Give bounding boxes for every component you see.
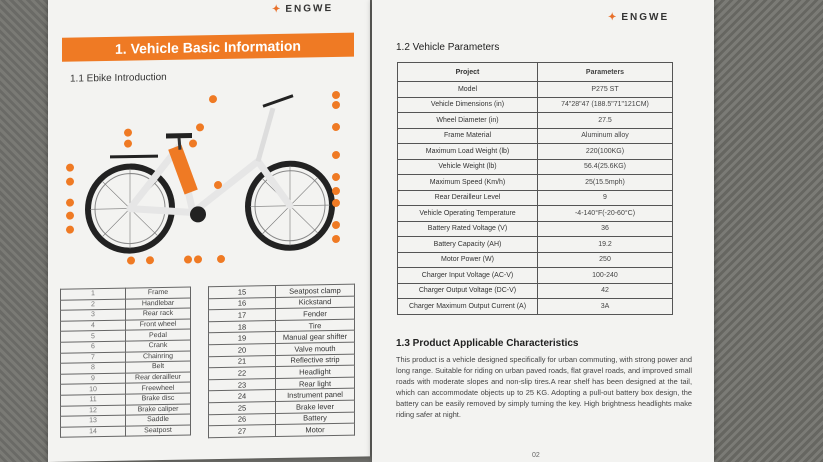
param-row [398,237,673,253]
part-row-n: 17 [209,309,276,322]
param-row-v: 25(15.5mph) [538,175,673,191]
part-row-n: 4 [61,320,126,332]
manual-right-page [372,0,714,462]
part-row-n: 7 [61,352,126,364]
param-row-k: Battery Rated Voltage (V) [398,221,538,237]
param-row [398,268,673,284]
part-row [209,423,355,437]
vehicle-parameters-heading: 1.2 Vehicle Parameters [396,42,500,53]
param-row-k: Wheel Diameter (in) [398,113,538,129]
param-row [398,175,673,191]
part-row-name: Kickstand [276,296,355,309]
part-row-name: Seatpost clamp [276,284,355,297]
param-row-k: Charger Output Voltage (DC-V) [398,283,538,299]
param-row-v: 27.5 [538,113,673,129]
param-row-v: 36 [538,221,673,237]
param-row-v: 220(100KG) [538,144,673,160]
part-row-name: Motor [276,423,355,436]
param-row-v: 3A [538,299,673,315]
param-row-v: Aluminum alloy [538,128,673,144]
logo-wing-icon: ✦ [272,3,283,16]
parameters-header-row [398,63,673,82]
part-row-n: 9 [61,373,126,385]
part-row-n: 23 [209,378,276,391]
param-row [398,252,673,268]
header-project: Project [398,63,538,82]
param-row [398,299,673,315]
param-row [398,144,673,160]
part-row-name: Brake disc [126,393,191,405]
part-row-n: 14 [61,426,126,438]
param-row-k: Battery Capacity (AH) [398,237,538,253]
part-row-name: Freewheel [126,382,191,394]
param-row-k: Motor Power (W) [398,252,538,268]
part-row-n: 6 [61,341,126,353]
part-row-name: Pedal [126,329,191,341]
characteristics-heading: 1.3 Product Applicable Characteristics [396,338,579,349]
part-row-n: 13 [61,415,126,427]
param-row-k: Frame Material [398,128,538,144]
handlebar [263,96,293,107]
part-row-name: Valve mouth [276,342,355,355]
ebike-diagram [58,85,358,280]
pavement-right [700,0,823,462]
battery-pack [168,145,198,195]
part-row-n: 12 [61,405,126,417]
param-row-k: Rear Derailleur Level [398,190,538,206]
part-row-name: Frame [126,287,191,299]
part-row-n: 18 [209,320,276,333]
param-row [398,190,673,206]
part-row-n: 8 [61,362,126,374]
part-row-n: 25 [209,401,276,414]
param-row-v: 56.4(25.6KG) [538,159,673,175]
part-row-n: 20 [209,343,276,356]
param-row [398,206,673,222]
param-row-k: Vehicle Weight (lb) [398,159,538,175]
part-row-n: 15 [209,286,276,299]
characteristics-paragraph: This product is a vehicle designed specifically for urban commuting, with strong power and long range. Suitable for riding on urban paved roads, flat gravel roads, and improved small roads with moderate slopes and non-slip tires.A rear shelf has been designed at the tail, which can accommodate objects up to 25 KG. Adopting a pull-out battery box design, the battery can be easily removed by simply turning the key. High brightness headlights make riding safer at night. [396,355,692,419]
section-banner: 1. Vehicle Basic Information [62,33,354,62]
part-row-name: Manual gear shifter [276,331,355,344]
param-row-k: Model [398,82,538,98]
parts-table-2 [208,284,355,438]
part-row-n: 19 [209,332,276,345]
part-row-n: 2 [61,299,126,311]
brand-logo: ✦ ENGWE [608,12,670,23]
param-row-k: Vehicle Operating Temperature [398,206,538,222]
part-row-name: Handlebar [126,298,191,310]
param-row-k: Charger Input Voltage (AC-V) [398,268,538,284]
param-row-v: 42 [538,283,673,299]
parts-table-1 [60,287,191,439]
part-row-n: 22 [209,367,276,380]
part-row-name: Rear light [276,377,355,390]
param-row-k: Vehicle Dimensions (in) [398,97,538,113]
part-row-n: 21 [209,355,276,368]
param-row [398,221,673,237]
param-row [398,283,673,299]
part-row-n: 27 [209,425,276,438]
part-row-name: Rear derailleur [126,372,191,384]
part-row-name: Fender [276,307,355,320]
part-row-name: Saddle [126,414,191,426]
param-row-v: 74"28"47 (188.5"71"121CM) [538,97,673,113]
param-row [398,113,673,129]
part-row [61,425,191,438]
part-row-name: Battery [276,412,355,425]
part-row-n: 16 [209,297,276,310]
part-row-n: 3 [61,309,126,321]
ebike-intro-heading: 1.1 Ebike Introduction [70,71,167,85]
manual-left-page [48,0,370,462]
part-row-name: Chainring [126,351,191,363]
param-row-k: Maximum Load Weight (lb) [398,144,538,160]
part-row-name: Rear rack [126,308,191,320]
param-row-v: P275 ST [538,82,673,98]
part-row-n: 10 [61,383,126,395]
part-row-n: 11 [61,394,126,406]
param-row-v: 9 [538,190,673,206]
part-row-name: Seatpost [126,425,191,437]
rear-rack [110,156,158,157]
param-row [398,128,673,144]
param-row [398,97,673,113]
part-row-name: Front wheel [126,319,191,331]
part-row-name: Brake caliper [126,404,191,416]
part-row-n: 5 [61,331,126,343]
param-row-v: 19.2 [538,237,673,253]
part-row-n: 1 [61,288,126,300]
logo-wing-icon: ✦ [608,12,619,23]
part-row-name: Tire [276,319,355,332]
part-row-n: 24 [209,390,276,403]
parameters-table [397,62,673,315]
part-row-name: Headlight [276,365,355,378]
param-row-v: 250 [538,252,673,268]
param-row-k: Charger Maximum Output Current (A) [398,299,538,315]
param-row [398,82,673,98]
part-row-name: Belt [126,361,191,373]
part-row-name: Instrument panel [276,388,355,401]
brand-logo: ✦ ENGWE [272,3,334,16]
part-row-name: Brake lever [276,400,355,413]
part-row-n: 26 [209,413,276,426]
param-row-k: Maximum Speed (Km/h) [398,175,538,191]
part-row-name: Reflective strip [276,354,355,367]
header-parameters: Parameters [538,63,673,82]
page-number: 02 [532,452,540,459]
param-row [398,159,673,175]
param-row-v: 100-240 [538,268,673,284]
param-row-v: -4-140°F(-20-60°C) [538,206,673,222]
part-row-name: Crank [126,340,191,352]
